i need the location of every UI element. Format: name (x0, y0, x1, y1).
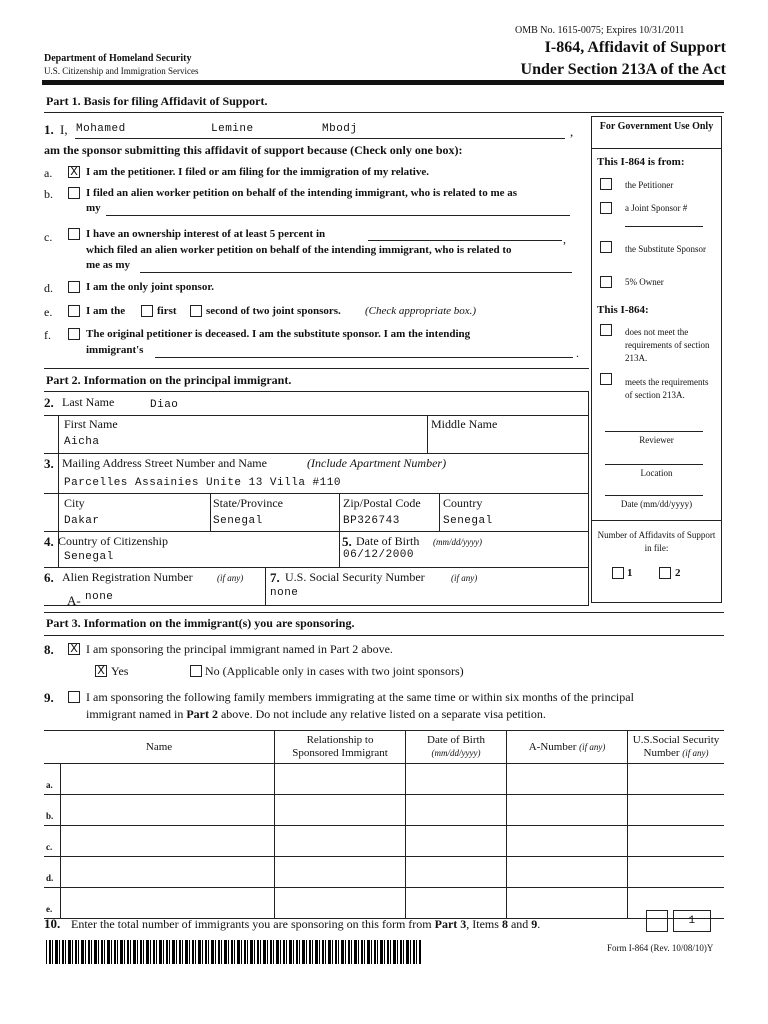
col-rel-1: Relationship to (306, 734, 374, 746)
alien-number-hint: (if any) (217, 573, 244, 583)
ssn-label: U.S. Social Security Number (285, 570, 425, 584)
q10-item-9: 9 (531, 917, 538, 931)
zip-label: Zip/Postal Code (343, 496, 421, 510)
option-b-my: my (86, 202, 101, 214)
option-f-label-2: immigrant's (86, 344, 144, 356)
col-relationship-header (275, 731, 406, 764)
option-c-label-2: which filed an alien worker petition on behalf of the intending immigrant, who is related to (86, 244, 512, 256)
immigrant-first-name[interactable]: Aicha (64, 436, 100, 448)
dependents-table (44, 730, 724, 919)
q1-prefix: I, (60, 122, 68, 137)
option-a-checkbox[interactable]: X (68, 166, 80, 178)
part3-heading: Part 3. Information on the immigrant(s) you are sponsoring. (46, 616, 355, 630)
name-cell[interactable] (61, 888, 275, 919)
table-row (44, 826, 724, 857)
p2-row-rule-2 (44, 453, 589, 454)
option-f-period: . (576, 346, 579, 360)
dob-cell[interactable] (406, 764, 507, 795)
q8-number: 8. (44, 642, 54, 657)
gov-this-label: This I-864: (597, 304, 649, 316)
option-e-second-label: second of two joint sponsors. (206, 305, 341, 317)
alien-number-prefix: A- (67, 593, 81, 608)
dob-label: Date of Birth (356, 534, 420, 548)
option-b-letter: b. (44, 187, 53, 201)
option-b-label: I filed an alien worker petition on behalf of the intending immigrant, who is related to me as (86, 187, 518, 199)
header-rule (42, 80, 724, 85)
col-ssn-header (628, 731, 724, 764)
part2-top-rule (44, 368, 589, 369)
part3-top-rule (44, 612, 724, 613)
q10-total-value[interactable]: 1 (673, 910, 711, 932)
q6-number: 6. (44, 570, 54, 585)
ssn-value[interactable]: none (270, 587, 299, 599)
ssn-cell[interactable] (628, 857, 724, 888)
part2-heading-rule (44, 391, 589, 392)
option-a-letter: a. (44, 166, 53, 180)
ssn-hint: (if any) (451, 573, 478, 583)
gov-petitioner-label: the Petitioner (625, 180, 674, 190)
anumber-cell[interactable] (507, 764, 628, 795)
gov-joint-number-line[interactable] (625, 226, 703, 227)
city-value[interactable]: Dakar (64, 515, 100, 527)
gov-meets-checkbox[interactable] (600, 373, 612, 385)
sponsor-name-line (75, 138, 565, 139)
p2-row-rule-6 (44, 605, 589, 606)
name-cell[interactable] (61, 826, 275, 857)
q9-number: 9. (44, 690, 54, 705)
part2-heading: Part 2. Information on the principal immigrant. (46, 373, 292, 387)
gov-date-label: Date (mm/dd/yyyy) (620, 499, 693, 509)
col-dob-1: Date of Birth (427, 734, 486, 746)
last-name-label: Last Name (62, 395, 115, 409)
p2-row-rule-4 (44, 531, 589, 532)
gov-owner-label: 5% Owner (625, 277, 664, 287)
dob-cell[interactable] (406, 826, 507, 857)
gov-affidavit-1-label: 1 (627, 567, 633, 579)
p2-row-rule-5 (44, 567, 589, 568)
option-c-label: I have an ownership interest of at least 5 percent in (86, 228, 326, 240)
relationship-cell[interactable] (275, 857, 406, 888)
option-b-relation-line[interactable] (106, 215, 570, 216)
dob-value[interactable]: 06/12/2000 (343, 549, 415, 561)
dob-cell[interactable] (406, 857, 507, 888)
sponsor-name-comma: , (570, 124, 574, 139)
option-f-relation-line[interactable] (155, 357, 573, 358)
q8-yes-label: Yes (111, 664, 129, 678)
city-label: City (64, 496, 85, 510)
gov-reviewer-line[interactable] (605, 431, 703, 432)
q9-label-2c: above. Do not include any relative listed on a separate visa petition. (220, 707, 546, 721)
q10-part3: Part 3 (434, 917, 467, 931)
p2-zip-divider (339, 493, 340, 567)
option-e-second-checkbox[interactable] (190, 305, 202, 317)
subagency-name: U.S. Citizenship and Immigration Services (44, 66, 199, 76)
option-f-checkbox[interactable] (68, 328, 80, 340)
gov-affidavit-2-checkbox[interactable] (659, 567, 671, 579)
citizenship-value[interactable]: Senegal (64, 551, 114, 563)
table-row (44, 795, 724, 826)
name-cell[interactable] (61, 795, 275, 826)
anumber-cell[interactable] (507, 795, 628, 826)
name-cell[interactable] (61, 764, 275, 795)
ssn-cell[interactable] (628, 795, 724, 826)
table-row (44, 764, 724, 795)
col-dob-2: (mm/dd/yyyy) (431, 748, 481, 758)
gov-date-line[interactable] (605, 495, 703, 496)
omb-number: OMB No. 1615-0075; Expires 10/31/2011 (515, 25, 685, 36)
row-label: e. (44, 888, 61, 919)
q9-label-2 (86, 707, 546, 722)
col-dob-header (406, 731, 507, 764)
q10-text-e: and (510, 917, 529, 931)
q10-text-g: . (537, 917, 541, 931)
form-subtitle: Under Section 213A of the Act (520, 61, 726, 78)
p2-country-divider (439, 493, 440, 531)
relationship-cell[interactable] (275, 888, 406, 919)
row-label: a. (44, 764, 61, 795)
dob-hint: (mm/dd/yyyy) (433, 537, 482, 547)
gov-joint-checkbox[interactable] (600, 202, 612, 214)
q7-number: 7. (270, 570, 280, 585)
col-name-header: Name (44, 731, 275, 764)
q3-number: 3. (44, 456, 54, 471)
part1-heading: Part 1. Basis for filing Affidavit of Support. (46, 94, 268, 108)
name-cell[interactable] (61, 857, 275, 888)
gov-joint-label: a Joint Sponsor # (625, 203, 688, 213)
q8-label: I am sponsoring the principal immigrant named in Part 2 above. (86, 642, 393, 656)
relationship-cell[interactable] (275, 826, 406, 857)
option-f-letter: f. (44, 328, 51, 342)
gov-not-meet-label: does not meet the requirements of section 213A. (625, 327, 710, 363)
option-e-first-label: first (157, 305, 177, 317)
q9-label: I am sponsoring the following family members immigrating at the same time or within six months of the principal (86, 690, 634, 704)
col-anum: A-Number (528, 740, 577, 753)
gov-from-label: This I-864 is from: (597, 156, 685, 168)
option-c-relation-line[interactable] (140, 272, 572, 273)
country-label: Country (443, 496, 483, 510)
dependents-header-row (44, 731, 724, 764)
gov-affidavit-2-label: 2 (675, 567, 681, 579)
zip-value[interactable]: BP326743 (343, 515, 400, 527)
form-revision: Form I-864 (Rev. 10/08/10)Y (607, 943, 714, 953)
part3-heading-rule (44, 635, 724, 636)
option-d-letter: d. (44, 281, 53, 295)
p2-right-border (588, 391, 589, 605)
state-label: State/Province (213, 496, 283, 510)
anumber-cell[interactable] (507, 888, 628, 919)
gov-substitute-label: the Substitute Sponsor (625, 244, 707, 254)
option-c-comma: , (563, 232, 566, 246)
p2-row-rule-3 (44, 493, 589, 494)
gov-owner-checkbox[interactable] (600, 276, 612, 288)
barcode (46, 940, 421, 964)
gov-substitute-checkbox[interactable] (600, 241, 612, 253)
q10-number: 10. (44, 916, 61, 931)
dob-cell[interactable] (406, 795, 507, 826)
p2-middle-name-divider (427, 415, 428, 453)
relationship-cell[interactable] (275, 795, 406, 826)
q10-text-a: Enter the total number of immigrants you are sponsoring on this form from (71, 917, 432, 931)
mailing-address-label: Mailing Address Street Number and Name (62, 456, 267, 470)
sponsor-last-name[interactable]: Mbodj (322, 123, 358, 135)
mailing-address-hint: (Include Apartment Number) (307, 456, 447, 470)
mailing-street[interactable]: Parcelles Assainies Unite 13 Villa #110 (64, 477, 341, 489)
country-value[interactable]: Senegal (443, 515, 493, 527)
p2-state-divider (210, 493, 211, 531)
q4-number: 4. (44, 534, 54, 549)
table-row (44, 888, 724, 919)
option-e-checkbox[interactable] (68, 305, 80, 317)
gov-location-label: Location (640, 468, 673, 478)
gov-affidavit-rule (591, 520, 722, 521)
option-c-checkbox[interactable] (68, 228, 80, 240)
alien-number-value[interactable]: none (85, 591, 114, 603)
option-c-company-line[interactable] (368, 240, 562, 241)
relationship-cell[interactable] (275, 764, 406, 795)
middle-name-label: Middle Name (431, 417, 498, 431)
row-label: d. (44, 857, 61, 888)
anumber-cell[interactable] (507, 857, 628, 888)
form-title: I-864, Affidavit of Support (544, 39, 726, 56)
q8-checkbox[interactable]: X (68, 643, 80, 655)
q8-yes-checkbox[interactable]: X (95, 665, 107, 677)
gov-title-rule (591, 148, 722, 149)
option-e-first-checkbox[interactable] (141, 305, 153, 317)
q10-total-blank-box[interactable] (646, 910, 668, 932)
agency-name: Department of Homeland Security (44, 53, 192, 64)
q2-number: 2. (44, 395, 54, 410)
col-anumber-header (507, 731, 628, 764)
option-d-checkbox[interactable] (68, 281, 80, 293)
sponsor-middle-name[interactable]: Lemine (211, 123, 254, 135)
government-use-title: For Government Use Only (599, 121, 714, 132)
option-e-label: I am the (86, 305, 126, 317)
immigrant-last-name[interactable]: Diao (150, 399, 179, 411)
gov-meets-label: meets the requirements of section 213A. (625, 377, 709, 400)
q8-no-checkbox[interactable] (190, 665, 202, 677)
col-ssn-hint: (if any) (682, 748, 709, 758)
option-a-label: I am the petitioner. I filed or am filing for the immigration of my relative. (86, 166, 429, 178)
option-d-label: I am the only joint sponsor. (86, 281, 214, 293)
q1-number: 1. (44, 122, 54, 137)
q9-label-2a: immigrant named in (86, 707, 184, 721)
q5-number: 5. (342, 534, 352, 549)
option-c-letter: c. (44, 230, 53, 244)
gov-not-meet-checkbox[interactable] (600, 324, 612, 336)
p2-row-rule-1 (44, 415, 589, 416)
state-value[interactable]: Senegal (213, 515, 263, 527)
col-rel-2: Sponsored Immigrant (292, 747, 388, 759)
p2-ssn-divider (265, 567, 266, 605)
gov-reviewer-label: Reviewer (639, 435, 674, 445)
first-name-label: First Name (64, 417, 118, 431)
q1-instruction: am the sponsor submitting this affidavit of support because (Check only one box): (44, 143, 463, 157)
gov-affidavit-1-checkbox[interactable] (612, 567, 624, 579)
gov-location-line[interactable] (605, 464, 703, 465)
gov-affidavits-label: Number of Affidavits of Support in file: (597, 530, 716, 553)
ssn-cell[interactable] (628, 764, 724, 795)
table-row (44, 857, 724, 888)
ssn-cell[interactable] (628, 826, 724, 857)
row-label: b. (44, 795, 61, 826)
option-e-letter: e. (44, 305, 53, 319)
dob-cell[interactable] (406, 888, 507, 919)
alien-number-label: Alien Registration Number (62, 570, 193, 584)
q8-no-label: No (Applicable only in cases with two joint sponsors) (205, 664, 464, 678)
citizenship-label: Country of Citizenship (58, 534, 168, 548)
q10-item-8: 8 (501, 917, 508, 931)
anumber-cell[interactable] (507, 826, 628, 857)
gov-petitioner-checkbox[interactable] (600, 178, 612, 190)
q9-checkbox[interactable] (68, 691, 80, 703)
col-anum-hint: (if any) (579, 741, 606, 752)
q10-label (71, 917, 540, 932)
col-ssn-1: U.S.Social Security (632, 734, 720, 746)
option-e-hint: (Check appropriate box.) (365, 305, 477, 317)
row-label: c. (44, 826, 61, 857)
q9-label-2b: Part 2 (186, 707, 218, 721)
col-ssn-2: Number (643, 747, 680, 759)
part1-rule (44, 112, 724, 113)
sponsor-first-name[interactable]: Mohamed (76, 123, 126, 135)
option-f-label: The original petitioner is deceased. I am the substitute sponsor. I am the intending (86, 328, 471, 340)
option-b-checkbox[interactable] (68, 187, 80, 199)
option-c-label-3: me as my (86, 259, 130, 271)
q10-text-c: , Items (466, 917, 499, 931)
